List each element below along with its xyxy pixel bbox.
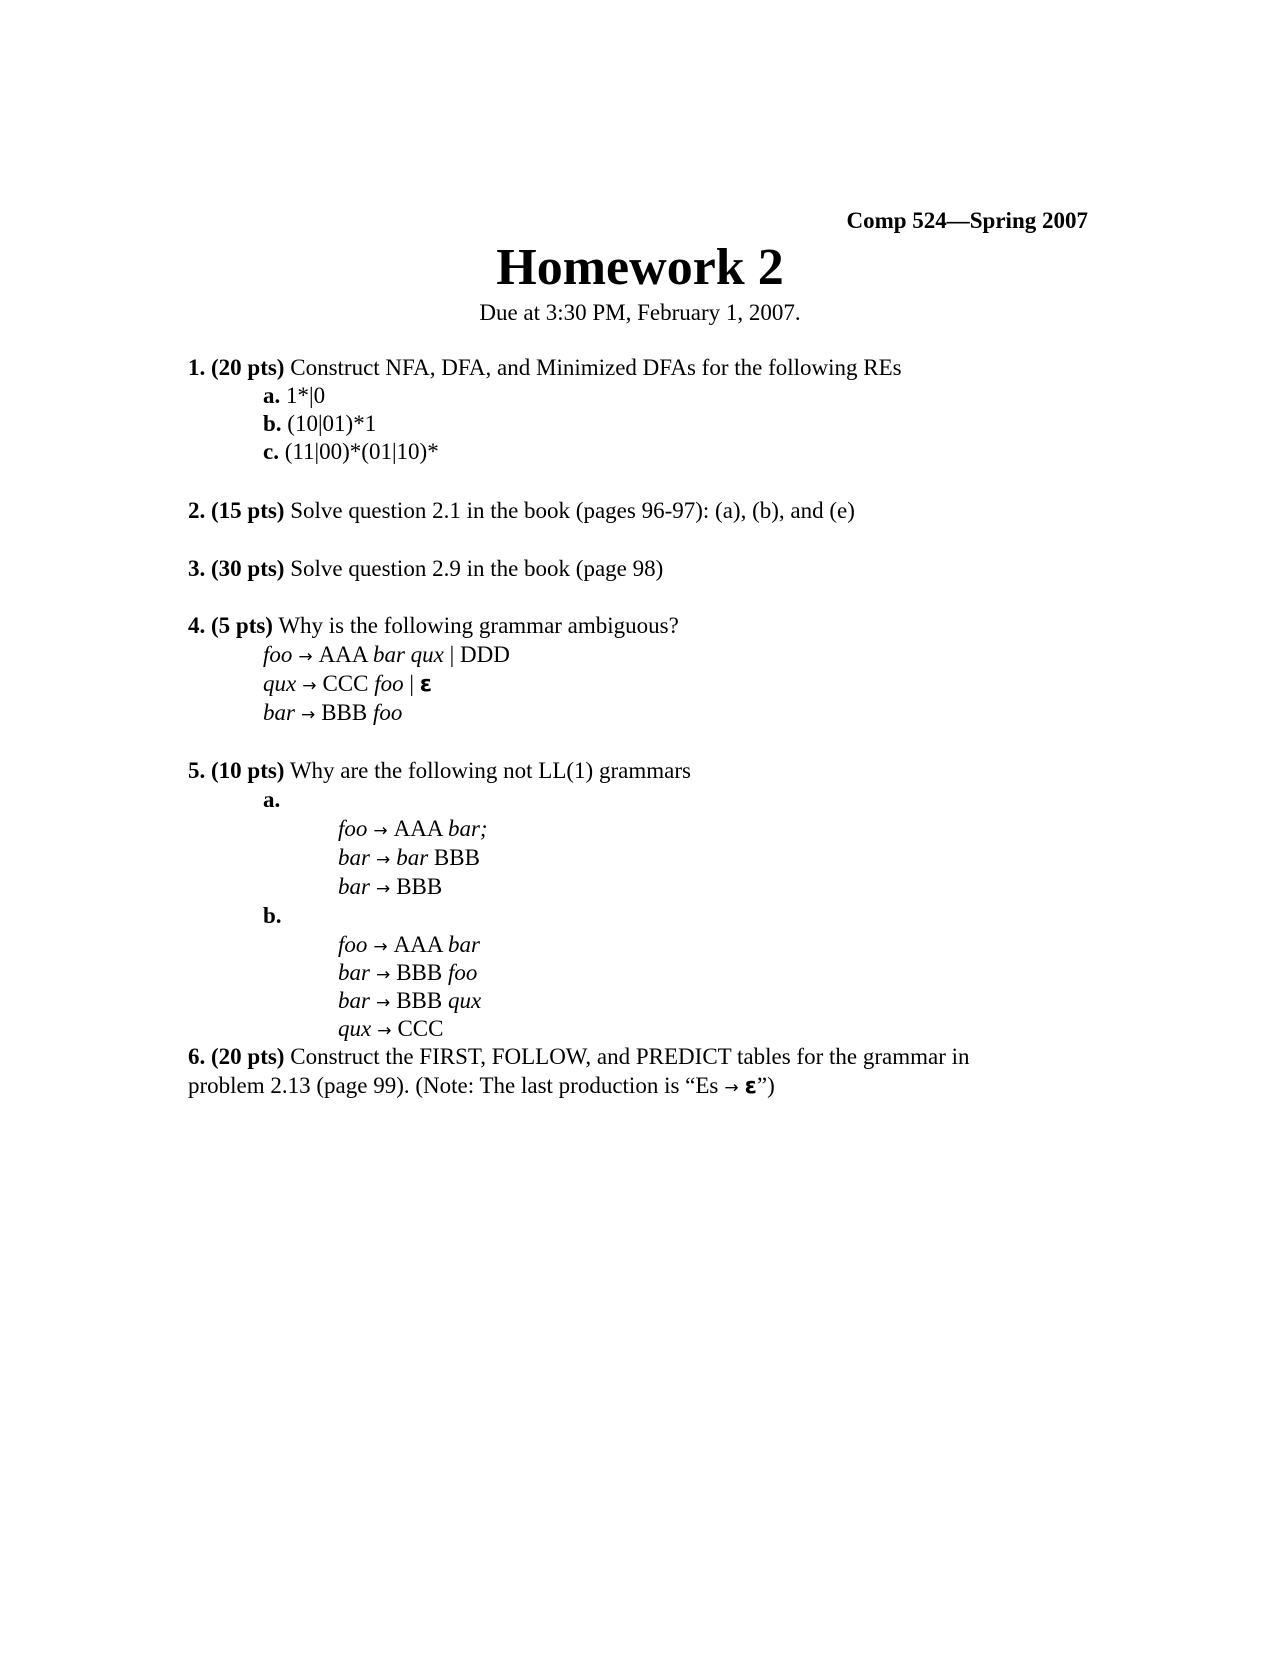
question-3 [188, 554, 663, 584]
pipe: | [449, 642, 455, 667]
q4-rule-3 [263, 698, 402, 730]
arrow-icon: → [298, 647, 313, 667]
arrow-icon: → [302, 676, 317, 696]
nonterminal: qux [338, 1016, 372, 1041]
terminal: CCC [322, 671, 369, 696]
question-text: Construct the FIRST, FOLLOW, and PREDICT tables for the grammar in [290, 1044, 970, 1069]
nonterminal: bar [447, 932, 480, 957]
question-text: Solve question 2.1 in the book (pages 96-97): (a), (b), and (e) [290, 498, 855, 523]
regex: 1*|0 [286, 383, 326, 408]
arrow-icon: → [375, 993, 391, 1013]
nonterminal: bar [338, 874, 370, 899]
arrow-icon: → [373, 821, 388, 841]
page-title: Homework 2 [496, 239, 784, 296]
nonterminal: foo [372, 700, 403, 725]
nonterminal: qux [263, 671, 297, 696]
q1-part-a [263, 381, 325, 411]
question-points: (10 pts) [211, 758, 285, 783]
nonterminal: qux [447, 988, 482, 1013]
nonterminal: foo [338, 932, 368, 957]
q1-part-c [263, 437, 439, 467]
course-label: Comp 524—Spring 2007 [846, 208, 1088, 233]
q4-rule-1 [263, 640, 510, 672]
nonterminal: bar; [447, 816, 488, 841]
terminal: BBB [433, 845, 480, 870]
nonterminal: bar [338, 988, 370, 1013]
part-label: c. [263, 439, 279, 464]
q5-part-a-label: a. [263, 787, 281, 812]
terminal: AAA [393, 932, 443, 957]
terminal: CCC [397, 1016, 444, 1041]
question-points: (30 pts) [211, 556, 285, 581]
question-text: Solve question 2.9 in the book (page 98) [290, 556, 664, 581]
question-text: problem 2.13 (page 99). (Note: The last production is “Es [188, 1073, 719, 1098]
terminal: AAA [318, 642, 368, 667]
question-text: Why is the following grammar ambiguous? [278, 613, 679, 638]
terminal: DDD [459, 642, 510, 667]
nonterminal: foo [447, 960, 478, 985]
terminal: BBB [321, 700, 368, 725]
nonterminal: bar [372, 642, 405, 667]
nonterminal: foo [338, 816, 368, 841]
arrow-icon: → [373, 937, 388, 957]
epsilon-icon: ε [744, 1074, 757, 1099]
terminal: AAA [393, 816, 443, 841]
arrow-icon: → [375, 850, 391, 870]
nonterminal: foo [374, 671, 404, 696]
q5a-rule-2 [338, 843, 480, 875]
nonterminal: bar [338, 960, 370, 985]
question-4 [188, 611, 679, 641]
question-number: 3. [188, 556, 206, 581]
q4-rule-2 [263, 669, 432, 701]
question-number: 5. [188, 758, 206, 783]
q5-part-b-label: b. [263, 903, 282, 928]
question-number: 1. [188, 355, 206, 380]
arrow-icon: → [375, 879, 391, 899]
nonterminal: bar [338, 845, 370, 870]
terminal: BBB [396, 874, 443, 899]
question-points: (20 pts) [211, 355, 285, 380]
nonterminal: qux [410, 642, 444, 667]
question-points: (5 pts) [211, 613, 273, 638]
question-number: 2. [188, 498, 206, 523]
question-2 [188, 496, 855, 526]
question-points: (15 pts) [211, 498, 285, 523]
question-points: (20 pts) [211, 1044, 285, 1069]
question-5 [188, 756, 691, 786]
nonterminal: foo [263, 642, 293, 667]
question-number: 6. [188, 1044, 206, 1069]
regex: (10|01)*1 [287, 411, 377, 436]
terminal: BBB [396, 988, 443, 1013]
question-6-continued [188, 1071, 775, 1103]
pipe: | [409, 671, 414, 696]
nonterminal: bar [263, 700, 295, 725]
nonterminal: bar [396, 845, 429, 870]
q5a-rule-3 [338, 872, 442, 904]
q5a-rule-1 [338, 814, 488, 846]
arrow-icon: → [300, 705, 316, 725]
epsilon-icon: ε [419, 672, 432, 697]
arrow-icon: → [377, 1021, 392, 1041]
terminal: BBB [396, 960, 443, 985]
part-label: b. [263, 411, 282, 436]
q1-part-b [263, 409, 376, 439]
part-label: a. [263, 383, 281, 408]
question-number: 4. [188, 613, 206, 638]
due-date: Due at 3:30 PM, February 1, 2007. [479, 300, 801, 325]
question-text: Why are the following not LL(1) grammars [289, 758, 691, 783]
question-text-end: ”) [756, 1073, 775, 1098]
regex: (11|00)*(01|10)* [284, 439, 439, 464]
question-text: Construct NFA, DFA, and Minimized DFAs for the following REs [290, 355, 902, 380]
question-1 [188, 353, 902, 383]
arrow-icon: → [375, 965, 391, 985]
question-6 [188, 1042, 970, 1072]
arrow-icon: → [724, 1078, 739, 1098]
